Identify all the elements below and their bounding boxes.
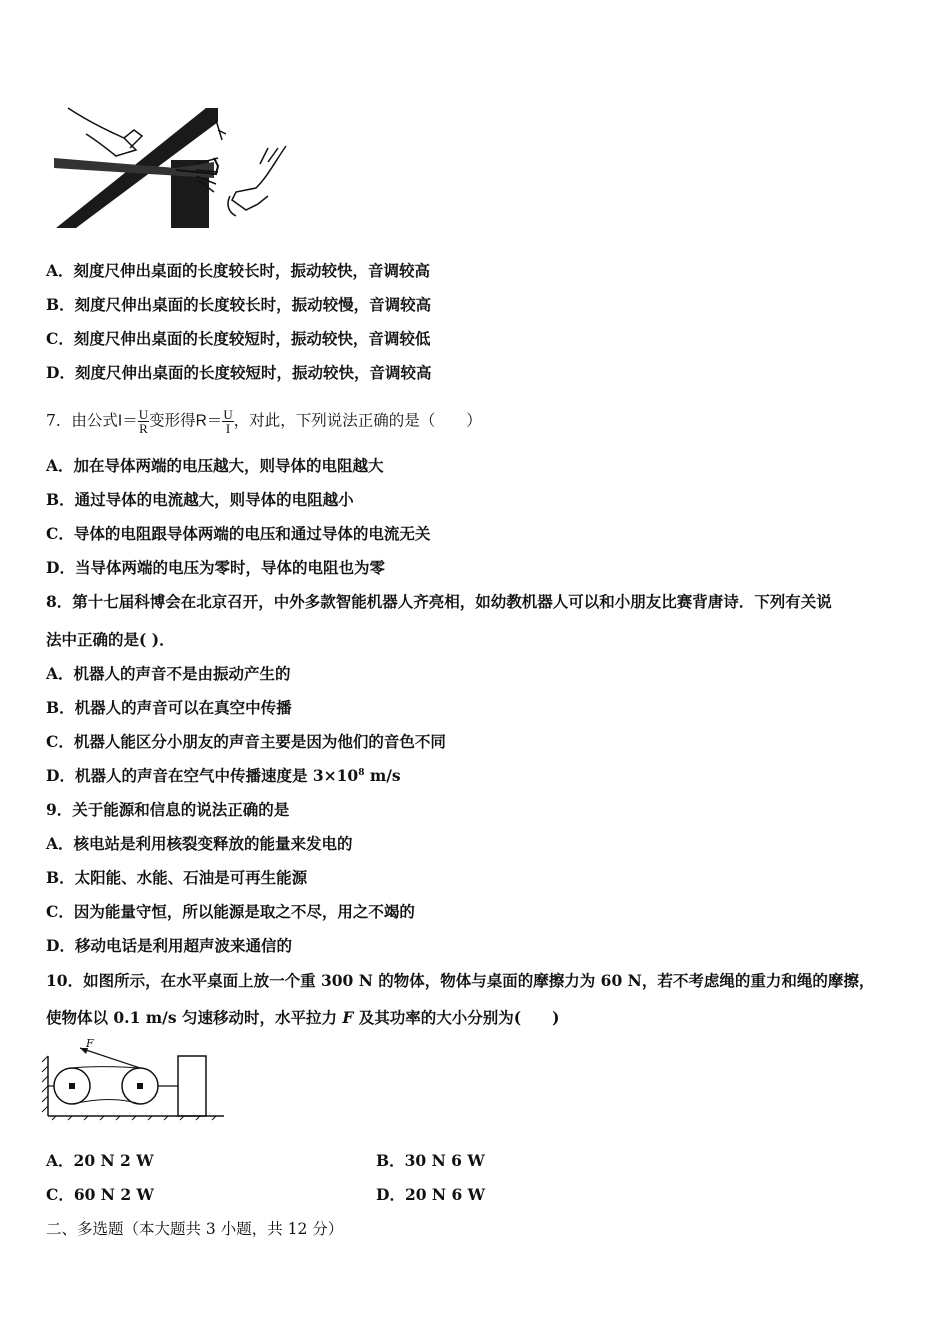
option-key: D．: [46, 766, 75, 785]
force-label: F: [86, 1037, 94, 1050]
option-text: 机器人的声音不是由振动产生的: [73, 664, 291, 683]
option-text: 机器人的声音可以在真空中传播: [74, 698, 292, 717]
option-key: A．: [46, 456, 74, 475]
q6-option-d[interactable]: [46, 363, 431, 383]
stem-text: 变形得: [149, 411, 196, 430]
option-text: 刻度尺伸出桌面的长度较短时，振动较快，音调较低: [73, 329, 431, 348]
section-heading: 二、多选题（本大题共 3 小题，共 12 分）: [46, 1220, 344, 1238]
q10-option-a[interactable]: [46, 1151, 154, 1171]
q9-option-c[interactable]: [46, 902, 415, 922]
fraction-numerator: U: [138, 407, 149, 422]
option-key: A．: [46, 834, 74, 853]
option-key: C．: [46, 902, 74, 921]
q7-option-c[interactable]: [46, 524, 430, 544]
formula-fraction: [222, 408, 233, 435]
option-key: C．: [46, 1185, 74, 1204]
q8-option-d[interactable]: [46, 766, 401, 786]
exponent: 8: [358, 767, 365, 778]
option-key: A．: [46, 664, 74, 683]
option-key: D．: [46, 558, 75, 577]
option-text: 30 N 6 W: [404, 1151, 485, 1170]
force-symbol: F: [342, 1008, 354, 1027]
pulley-figure: [40, 1036, 230, 1122]
q8-option-c[interactable]: [46, 732, 446, 752]
q6-option-c[interactable]: [46, 329, 430, 349]
q8-option-a[interactable]: [46, 664, 291, 684]
option-text: 移动电话是利用超声波来通信的: [74, 936, 292, 955]
stem-text: 使物体以 0.1 m/s 匀速移动时，水平拉力: [46, 1008, 343, 1027]
option-key: D．: [376, 1185, 405, 1204]
q9-option-b[interactable]: [46, 868, 307, 888]
option-key: C．: [46, 329, 74, 348]
option-key: C．: [46, 732, 74, 751]
q10-option-b[interactable]: [376, 1151, 485, 1171]
q7-stem: [46, 408, 482, 435]
formula-lhs: I＝: [117, 412, 138, 430]
fraction-numerator: U: [223, 407, 233, 422]
option-key: D．: [46, 363, 75, 382]
option-text: 核电站是利用核裂变释放的能量来发电的: [73, 834, 353, 853]
q8-stem-line1: 8．第十七届科博会在北京召开，中外多款智能机器人齐亮相，如幼教机器人可以和小朋友比赛背唐诗．下列有关说: [46, 592, 832, 611]
formula-fraction: [138, 408, 149, 435]
ruler-table-figure: [46, 100, 296, 235]
option-key: B．: [46, 868, 75, 887]
q7-option-a[interactable]: [46, 456, 384, 476]
unit-text: m/s: [364, 766, 401, 785]
option-text: 太阳能、水能、石油是可再生能源: [74, 868, 308, 887]
q6-option-a[interactable]: [46, 261, 430, 281]
option-key: D．: [46, 936, 75, 955]
question-number: 7．: [46, 411, 72, 430]
option-text: 20 N 2 W: [73, 1151, 154, 1170]
option-text: 机器人能区分小朋友的声音主要是因为他们的音色不同: [73, 732, 446, 751]
option-key: B．: [46, 698, 75, 717]
option-text: 60 N 2 W: [73, 1185, 154, 1204]
q10-stem-line1: 10．如图所示，在水平桌面上放一个重 300 N 的物体，物体与桌面的摩擦力为 60 N，若不考虑绳的重力和绳的摩擦，: [46, 971, 875, 990]
option-key: B．: [46, 295, 75, 314]
option-text: 20 N 6 W: [404, 1185, 486, 1204]
fraction-denominator: I: [222, 421, 233, 435]
fraction-denominator: R: [139, 421, 148, 436]
option-text: 因为能量守恒，所以能源是取之不尽，用之不竭的: [73, 902, 415, 921]
q9-option-a[interactable]: [46, 834, 353, 854]
option-text: 当导体两端的电压为零时，导体的电阻也为零: [74, 558, 385, 577]
option-key: B．: [46, 490, 75, 509]
q8-option-b[interactable]: [46, 698, 292, 718]
option-key: A．: [46, 1151, 74, 1170]
q10-stem-line2: [46, 1008, 559, 1028]
q9-option-d[interactable]: [46, 936, 292, 956]
option-text: 刻度尺伸出桌面的长度较长时，振动较快，音调较高: [73, 261, 431, 280]
q10-option-d[interactable]: [376, 1185, 485, 1205]
option-key: C．: [46, 524, 74, 543]
stem-text: 及其功率的大小分别为( ): [353, 1008, 560, 1027]
stem-text: 由公式: [71, 411, 118, 430]
q10-option-c[interactable]: [46, 1185, 154, 1205]
option-text: 导体的电阻跟导体两端的电压和通过导体的电流无关: [73, 524, 431, 543]
option-key: A．: [46, 261, 74, 280]
q7-option-d[interactable]: [46, 558, 385, 578]
option-text: 通过导体的电流越大，则导体的电阻越小: [74, 490, 354, 509]
q8-stem-line2: 法中正确的是( )．: [46, 630, 175, 649]
stem-text: ，对此，下列说法正确的是（ ）: [233, 411, 482, 430]
formula-lhs: R＝: [195, 412, 223, 430]
q6-option-b[interactable]: [46, 295, 431, 315]
q9-stem: 9．关于能源和信息的说法正确的是: [46, 800, 290, 819]
option-key: B．: [376, 1151, 405, 1170]
option-text: 刻度尺伸出桌面的长度较长时，振动较慢，音调较高: [74, 295, 432, 314]
option-text: 刻度尺伸出桌面的长度较短时，振动较快，音调较高: [74, 363, 432, 382]
q7-option-b[interactable]: [46, 490, 354, 510]
option-text: 机器人的声音在空气中传播速度是 3×10: [74, 766, 359, 785]
option-text: 加在导体两端的电压越大，则导体的电阻越大: [73, 456, 384, 475]
